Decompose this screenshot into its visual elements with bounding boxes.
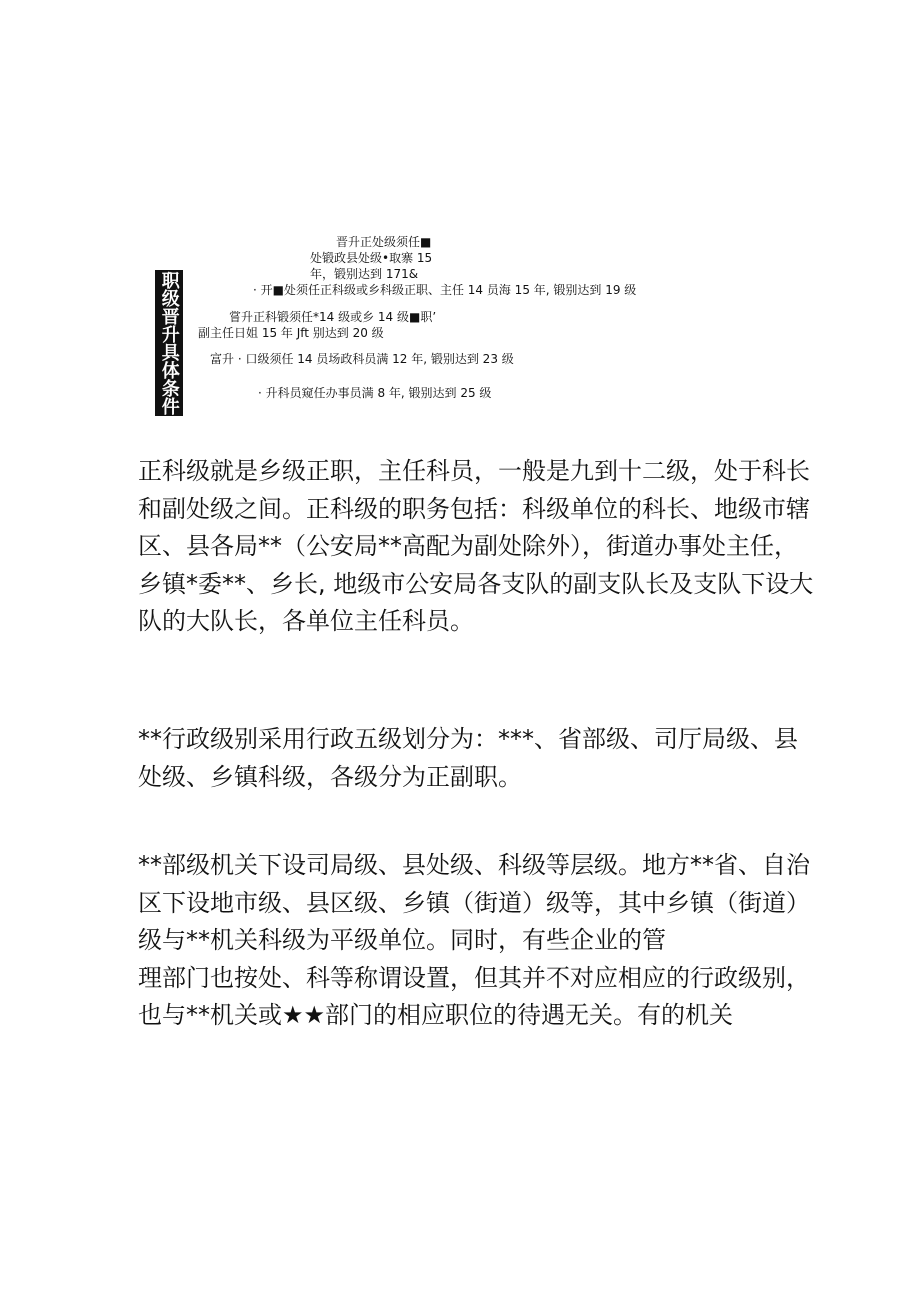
diagram-item-4: 富升 · 口级须任 14 员场政科员满 12 年, 锻别达到 23 级 [210,352,514,366]
diagram-item-2: · 开■处须任正科级或乡科级正职、主任 14 员海 15 年, 锻别达到 19 级 [253,283,637,297]
paragraph-1-line: 队的大队长，各单位主任科员。 [138,607,474,635]
paragraph-1-line: 和副处级之间。正科级的职务包括：科级单位的科长、地级市辖 [138,494,810,523]
paragraph-3 [138,847,810,1035]
paragraph-3-line: 区下设地市级、县区级、乡镇（街道）级等，其中乡镇（街道） [138,888,810,917]
diagram-item-3-line-2: 副主任日姐 15 年 Jft 别达到 20 级 [198,326,384,340]
diagram-item-1-line-1: 晋升正处级须任■ [336,235,432,249]
paragraph-3-line: 也与**机关或★★部门的相应职位的待遇无关。有的机关 [138,1001,734,1029]
diagram-vertical-label: 职级晋升具体条件 [155,270,183,416]
paragraph-3-line: 级与**机关科级为平级单位。同时，有些企业的管 [138,926,666,954]
paragraph-1-line: 乡镇*委**、乡长, 地级市公安局各支队的副支队长及支队下设大 [138,569,814,598]
paragraph-1 [138,453,814,641]
paragraph-1-line: 区、县各局**（公安局**高配为副处除外），街道办事处主任， [138,532,798,560]
paragraph-2-line: 处级、乡镇科级，各级分为正副职。 [138,762,522,791]
diagram-item-5: · 升科员窥任办事员满 8 年, 锻别达到 25 级 [258,386,492,400]
diagram-item-1-line-3: 年，锻别达到 171& [310,267,419,281]
paragraph-2-line: **行政级别采用行政五级划分为：***、省部级、司厅局级、县 [138,725,798,753]
paragraph-2 [138,721,798,796]
paragraph-3-line: 理部门也按处、科等称谓设置，但其并不对应相应的行政级别， [138,963,810,992]
paragraph-3-line: **部级机关下设司局级、县处级、科级等层级。地方**省、自治 [138,851,810,879]
diagram-item-1-line-2: 处锻政县处级•取寨 15 [310,251,433,265]
diagram-item-3-line-1: 嘗升正科锻须任*14 级或乡 14 级■职’ [229,310,437,324]
paragraph-1-line: 正科级就是乡级正职，主任科员，一般是九到十二级，处于科长 [138,457,810,485]
